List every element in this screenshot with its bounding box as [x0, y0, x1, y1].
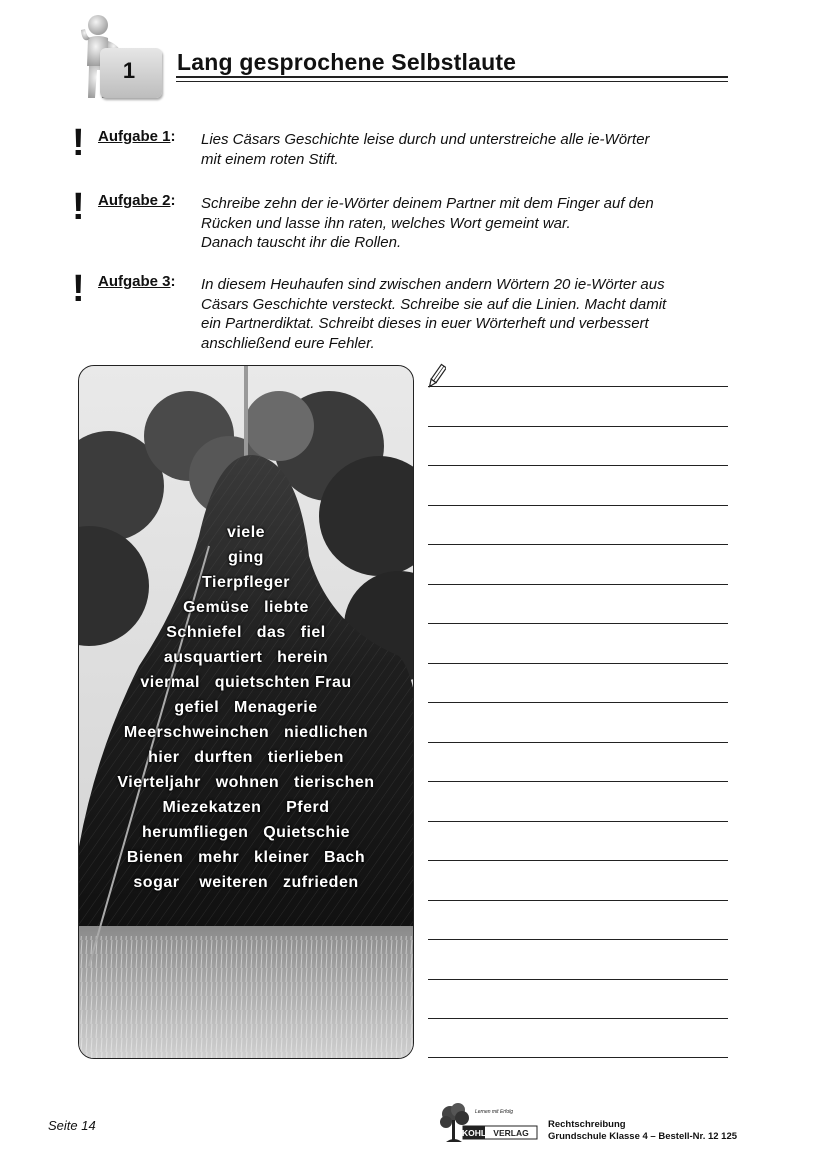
- writing-line[interactable]: [428, 1057, 728, 1058]
- task-2-text: [201, 194, 721, 253]
- task-label: Aufgabe 1: [98, 128, 171, 145]
- writing-line[interactable]: [428, 742, 728, 743]
- exclamation-icon: !: [72, 268, 85, 310]
- writing-line[interactable]: [428, 663, 728, 664]
- page-title: Lang gesprochene Selbstlaute: [177, 49, 517, 75]
- word-row: ausquartiert herein: [163, 649, 329, 666]
- task-3-text: [201, 275, 721, 353]
- task-line: Danach tauscht ihr die Rollen.: [201, 234, 402, 251]
- page-number: Seite 14: [48, 1118, 96, 1133]
- word-row: hier durften tierlieben: [148, 749, 344, 766]
- word-row: Bienen mehr kleiner Bach: [126, 849, 366, 866]
- word-row: Tierpfleger: [202, 574, 290, 591]
- writing-line[interactable]: [428, 1018, 728, 1019]
- svg-text:Lernen mit Erfolg: Lernen mit Erfolg: [474, 1109, 514, 1115]
- writing-line[interactable]: [428, 426, 728, 427]
- svg-text:KOHL: KOHL: [461, 1128, 487, 1138]
- writing-line[interactable]: [428, 505, 728, 506]
- word-row: viele: [226, 524, 266, 541]
- exclamation-icon: !: [72, 186, 85, 228]
- haystack-word-list: [78, 520, 414, 895]
- task-line: Rücken und lasse ihn raten, welches Wort gemeint war.: [201, 214, 571, 232]
- word-row: gefiel Menagerie: [174, 699, 318, 716]
- word-row: Schniefel das fiel: [166, 624, 326, 641]
- chapter-number: 1: [122, 58, 136, 83]
- word-row: Meerschweinchen niedlichen: [123, 724, 369, 741]
- task-line: Lies Cäsars Geschichte leise durch und unterstreiche alle ie-Wörter: [201, 131, 650, 148]
- footer-product-info: [548, 1119, 737, 1142]
- word-row: sogar weiteren zufrieden: [133, 874, 359, 891]
- writing-line[interactable]: [428, 386, 728, 387]
- task-2-heading: Aufgabe 2:: [98, 192, 176, 209]
- task-label: Aufgabe 3: [98, 273, 171, 290]
- task-line: anschließend eure Fehler.: [201, 334, 375, 352]
- word-row: Vierteljahr wohnen tierischen: [117, 774, 375, 791]
- word-row: viermal quietschten Frau: [140, 674, 352, 691]
- task-line: Schreibe zehn der ie-Wörter deinem Partner mit dem Finger auf den: [201, 195, 654, 212]
- task-1-heading: Aufgabe 1:: [98, 128, 176, 145]
- writing-line[interactable]: [428, 702, 728, 703]
- publisher-logo: [440, 1102, 540, 1146]
- task-line: In diesem Heuhaufen sind zwischen andern Wörtern 20 ie-Wörter aus: [201, 276, 665, 293]
- svg-text:VERLAG: VERLAG: [493, 1128, 529, 1138]
- writing-line[interactable]: [428, 860, 728, 861]
- writing-line[interactable]: [428, 900, 728, 901]
- writing-line[interactable]: [428, 584, 728, 585]
- task-3-heading: Aufgabe 3:: [98, 273, 176, 290]
- writing-line[interactable]: [428, 544, 728, 545]
- writing-line[interactable]: [428, 939, 728, 940]
- footer-product: Grundschule Klasse 4 – Bestell-Nr. 12 125: [548, 1130, 738, 1142]
- word-row: ging: [228, 549, 264, 566]
- exclamation-icon: !: [72, 122, 85, 164]
- task-line: mit einem roten Stift.: [201, 150, 339, 168]
- task-1-text: [201, 130, 721, 169]
- task-label: Aufgabe 2: [98, 192, 171, 209]
- writing-line[interactable]: [428, 979, 728, 980]
- word-row: herumfliegen Quietschie: [141, 824, 351, 841]
- writing-line[interactable]: [428, 821, 728, 822]
- word-row: Miezekatzen Pferd: [162, 799, 330, 816]
- writing-line[interactable]: [428, 623, 728, 624]
- writing-line[interactable]: [428, 465, 728, 466]
- word-row: Gemüse liebte: [183, 599, 309, 616]
- footer-subject: Rechtschreibung: [548, 1119, 626, 1130]
- title-rule-thin: [176, 81, 728, 82]
- title-rule: [176, 76, 728, 78]
- writing-line[interactable]: [428, 781, 728, 782]
- task-line: ein Partnerdiktat. Schreibt dieses in euer Wörterheft und verbessert: [201, 315, 649, 332]
- task-line: Cäsars Geschichte versteckt. Schreibe sie auf die Linien. Macht damit: [201, 295, 667, 313]
